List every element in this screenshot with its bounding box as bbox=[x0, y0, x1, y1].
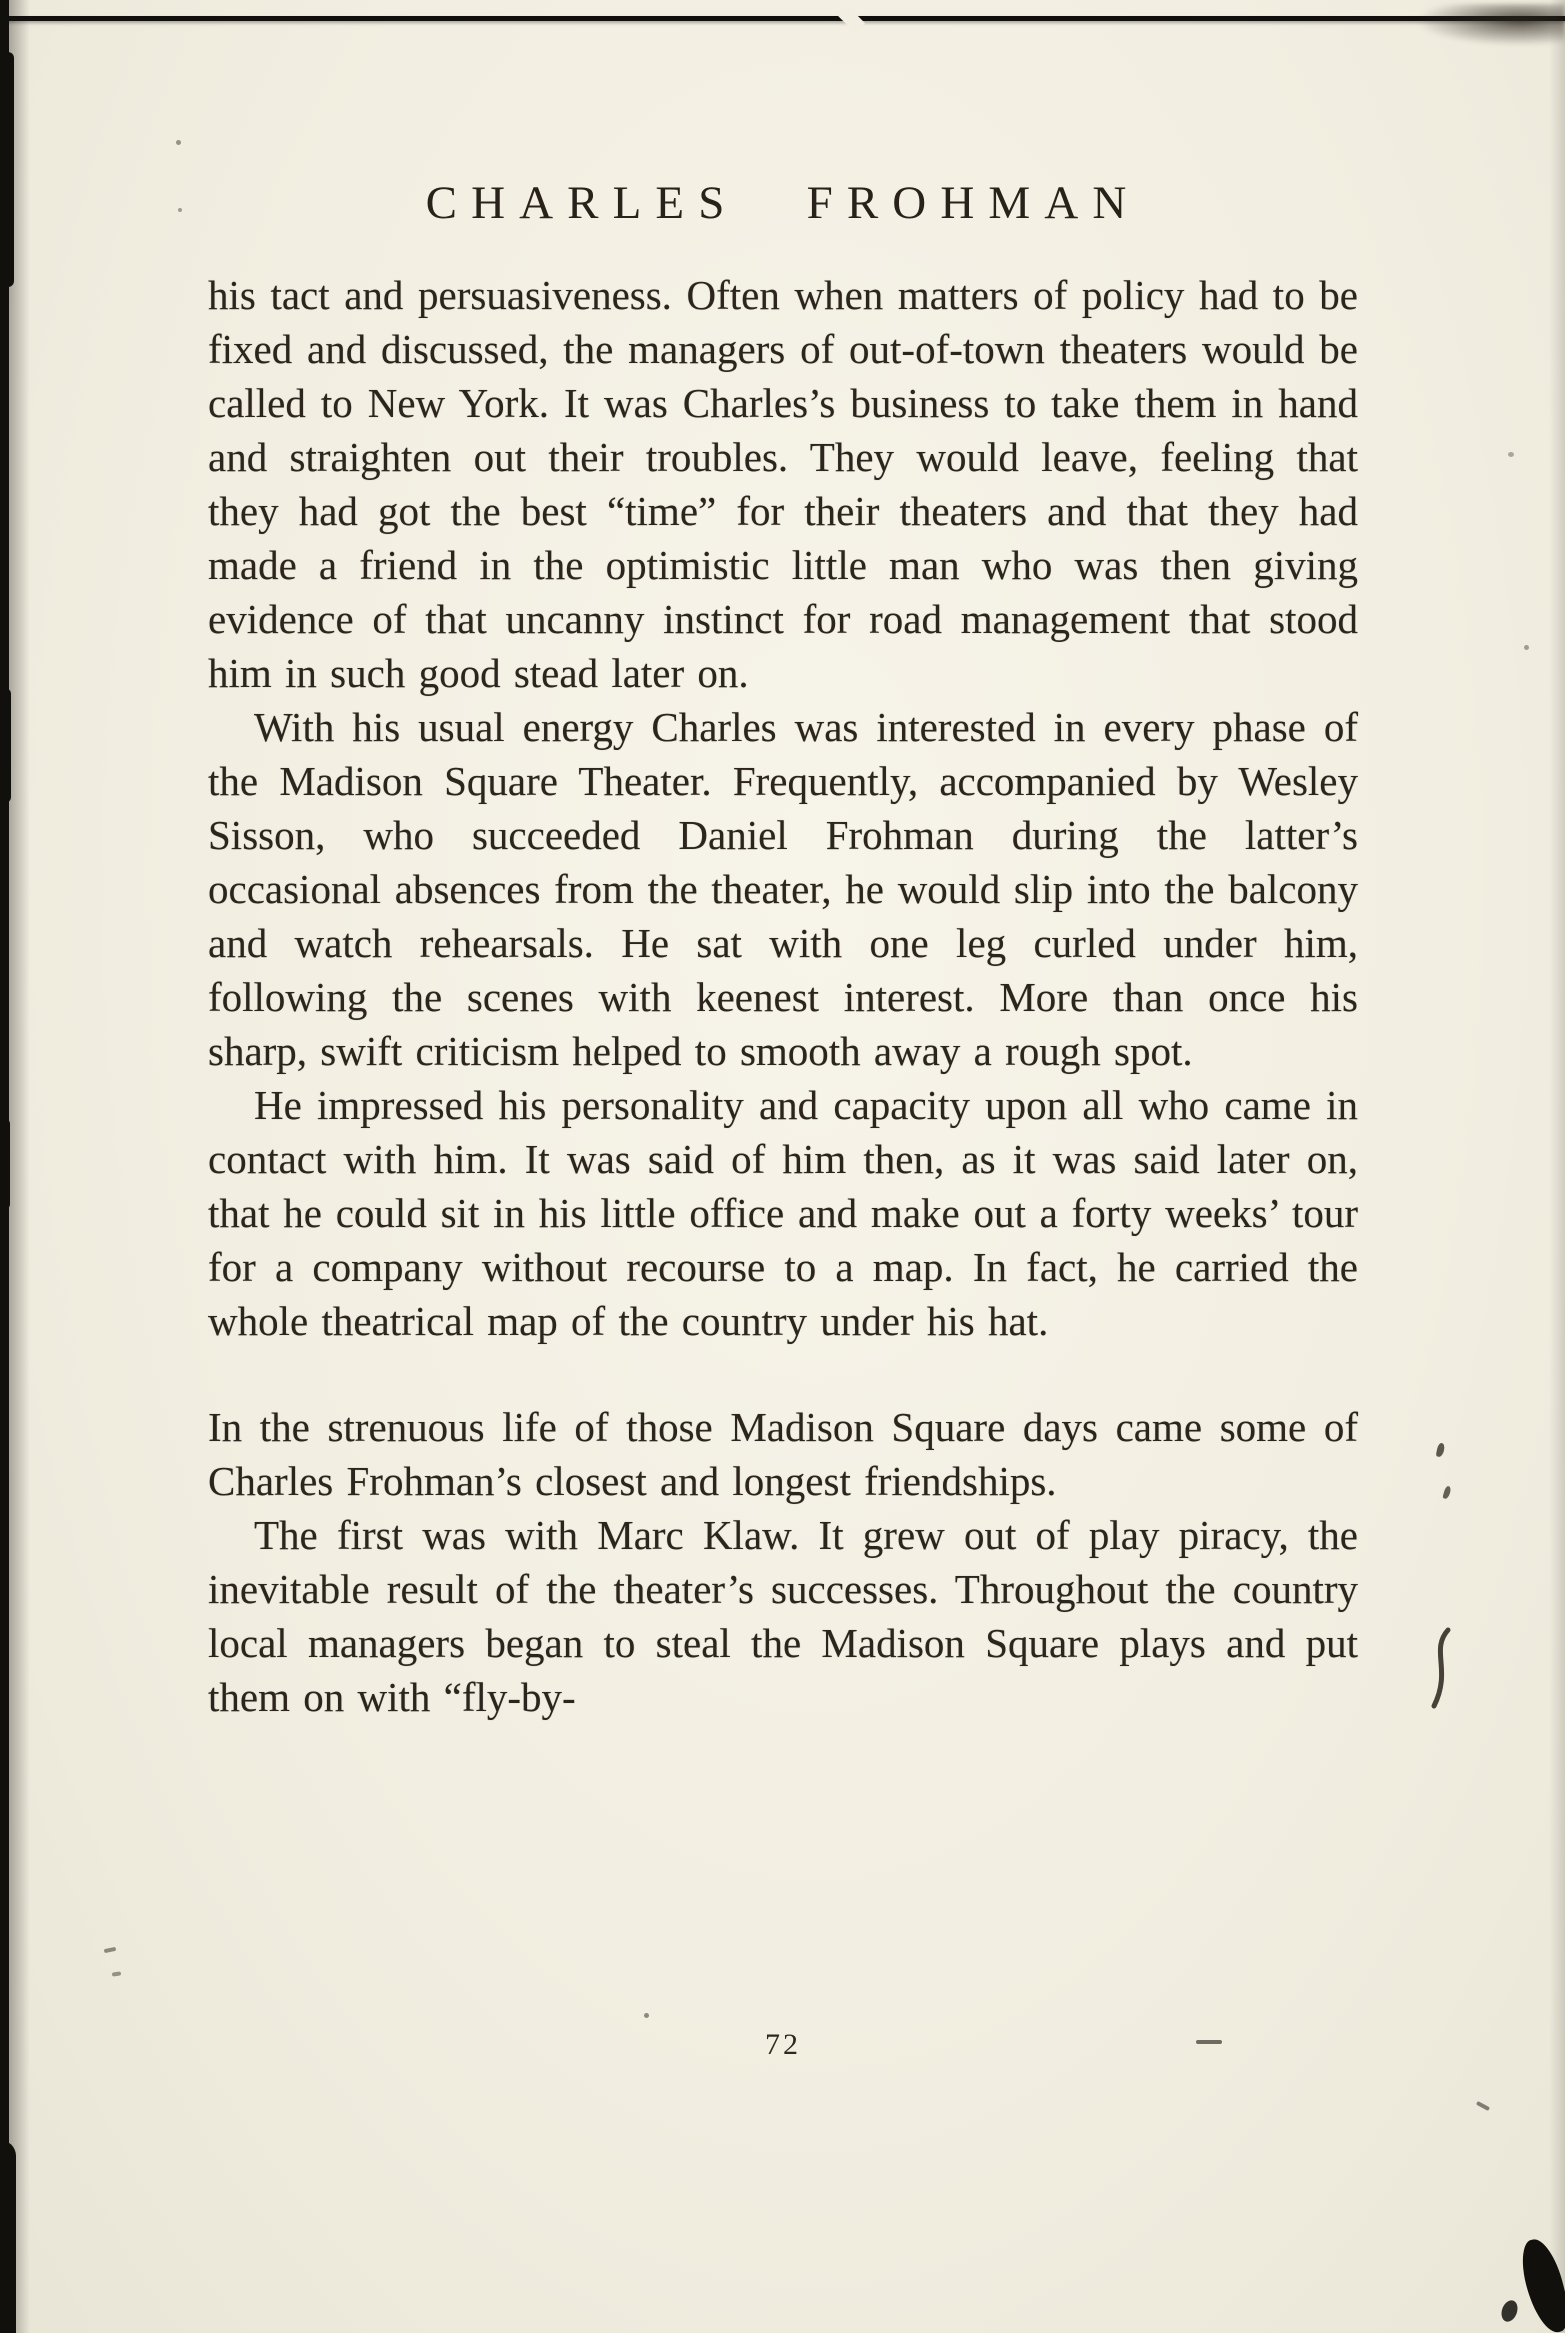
paragraph: The first was with Marc Klaw. It grew out of play piracy, the inevitable result of the theater’s successes. Throughout the country local managers began to steal the Madison Square plays and put them on with “fly-by- bbox=[208, 1512, 1358, 1720]
margin-mark bbox=[1436, 1442, 1446, 1457]
margin-mark bbox=[1442, 1485, 1451, 1499]
text-block bbox=[208, 268, 1358, 1724]
ink-speck bbox=[1508, 452, 1514, 457]
binding-ink-blob bbox=[0, 1690, 8, 1732]
paragraph: He impressed his personality and capacity upon all who came in contact with him. It was said of him then, as it was said later on, that he could sit in his little office and make out a forty weeks’ tour for a company without recourse to a map. In fact, he carried the whole theatrical map of the country under his hat. bbox=[208, 1082, 1358, 1344]
page-title: CHARLES FROHMAN bbox=[425, 177, 1141, 229]
paragraph: his tact and persuasiveness. Often when matters of policy had to be fixed and discussed, the managers of out-of-town theaters would be called to New York. It was Charles’s business to take them in hand and straighten out their troubles. They would leave, feeling that they had got the best “time” for their theaters and that they had made a friend in the optimistic little man who was then giving evidence of that uncanny instinct for road management that stood him in such good stead later on. bbox=[208, 272, 1358, 696]
binding-ink-blob bbox=[0, 1118, 10, 1210]
paragraph: With his usual energy Charles was interested in every phase of the Madison Square Theater. Frequently, accompanied by Wesley Sisson, who succeeded Daniel Frohman during the latter’s occasional absences from the theater, he would slip into the balcony and watch rehearsals. He sat with one leg curled under him, following the scenes with keenest interest. More than once his sharp, swift criticism helped to smooth away a rough spot. bbox=[208, 704, 1358, 1074]
page-edge-shadow bbox=[1549, 0, 1565, 2333]
ink-speck bbox=[112, 1971, 121, 1976]
binding-ink-blob bbox=[0, 2140, 16, 2333]
margin-squiggle bbox=[1424, 1626, 1458, 1715]
page-number: 72 bbox=[765, 2028, 801, 2061]
page-top-edge-notch bbox=[837, 5, 865, 33]
ink-speck bbox=[104, 1947, 117, 1953]
ink-speck bbox=[644, 2013, 649, 2018]
page-top-edge bbox=[0, 16, 1565, 21]
binding-ink-blob bbox=[0, 688, 11, 803]
corner-smudge bbox=[1415, 4, 1565, 46]
ink-speck bbox=[176, 140, 181, 145]
ink-speck bbox=[1524, 645, 1529, 650]
paragraph: In the strenuous life of those Madison Square days came some of Charles Frohman’s closest and longest friendships. bbox=[208, 1404, 1358, 1504]
ink-blot bbox=[1499, 2298, 1521, 2324]
binding-ink-blob bbox=[0, 52, 14, 287]
ink-speck bbox=[178, 208, 182, 212]
margin-tick bbox=[1476, 2101, 1490, 2111]
